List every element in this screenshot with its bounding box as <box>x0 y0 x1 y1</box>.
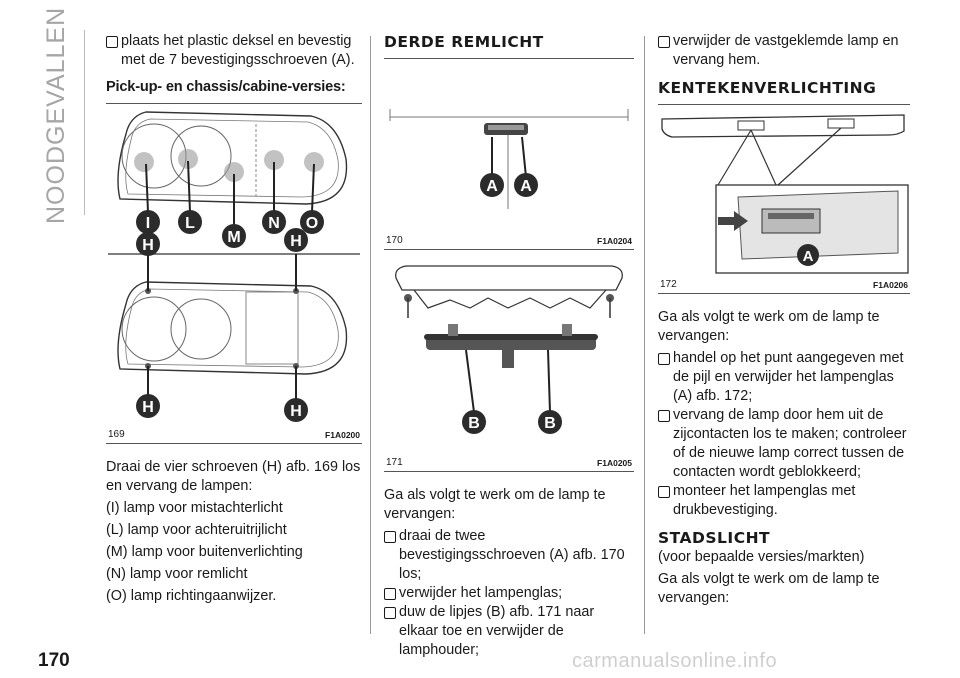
callout-A: A <box>520 178 532 195</box>
callout-B: B <box>468 415 480 432</box>
intro-text: Ga als volgt te werk om de lamp te vervangen: <box>384 487 606 522</box>
license-light-illustration <box>658 105 910 280</box>
column-3 <box>658 32 910 608</box>
figure-169 <box>106 103 362 444</box>
subheading-pickup: Pick-up- en chassis/cabine-versies: <box>106 79 346 95</box>
instruction-bullet: plaats het plastic deksel en bevestig met de 7 bevestigingsschroeven (A). <box>106 32 362 70</box>
lamp-list-item: (L) lamp voor achteruitrijlicht <box>106 522 287 538</box>
callout-A: A <box>486 178 498 195</box>
column-2 <box>384 32 634 660</box>
callout-M: M <box>227 229 241 246</box>
callout-H: H <box>142 399 154 416</box>
callout-I: I <box>145 215 151 232</box>
lamp-list-item: (I) lamp voor mistachterlicht <box>106 500 283 516</box>
callout-H: H <box>290 233 302 250</box>
column-divider <box>644 36 645 634</box>
instruction-bullet: handel op het punt aangegeven met de pijl en verwijder het lampenglas (A) afb. 172; <box>658 349 910 406</box>
brake-light-holder-illustration <box>384 250 634 455</box>
rear-light-illustration <box>106 104 362 424</box>
callout-A: A <box>802 248 814 265</box>
callout-H: H <box>290 403 302 420</box>
figure-code: F1A0204 <box>597 236 632 246</box>
figure-number: 170 <box>386 235 403 246</box>
section-heading-parking-light: STADSLICHT <box>658 529 771 547</box>
lamp-list-item: (M) lamp voor buitenverlichting <box>106 544 303 560</box>
instruction-bullet: draai de twee bevestigingsschroeven (A) afb. 170 los; <box>384 527 634 584</box>
figure-code: F1A0200 <box>325 430 360 440</box>
figure-170 <box>384 58 634 250</box>
figure-code: F1A0205 <box>597 458 632 468</box>
version-note: (voor bepaalde versies/markten) <box>658 549 865 565</box>
callout-L: L <box>185 215 195 232</box>
lamp-list-item: (N) lamp voor remlicht <box>106 566 248 582</box>
figure-number: 171 <box>386 457 403 468</box>
side-divider <box>84 30 85 215</box>
intro-text: Ga als volgt te werk om de lamp te vervangen: <box>658 571 880 606</box>
figure-172 <box>658 104 910 294</box>
instruction-bullet: duw de lipjes (B) afb. 171 naar elkaar toe en verwijder de lamphouder; <box>384 603 634 660</box>
figure-number: 172 <box>660 279 677 290</box>
instruction-bullet: verwijder het lampenglas; <box>384 584 634 603</box>
section-side-title: NOODGEVALLEN <box>42 6 70 224</box>
figure-number: 169 <box>108 429 125 440</box>
figure-code: F1A0206 <box>873 280 908 290</box>
column-1 <box>106 32 362 606</box>
section-heading-third-brake-light: DERDE REMLICHT <box>384 33 544 51</box>
instruction-bullet: monteer het lampenglas met drukbevestiging. <box>658 482 910 520</box>
callout-O: O <box>305 215 319 232</box>
paragraph-screws: Draai de vier schroeven (H) afb. 169 los en vervang de lampen: <box>106 459 361 494</box>
callout-N: N <box>268 215 280 232</box>
brake-light-top-illustration <box>384 59 634 234</box>
figure-171 <box>384 250 634 472</box>
lamp-list-item: (O) lamp richtingaanwijzer. <box>106 588 277 604</box>
instruction-bullet: vervang de lamp door hem uit de zijcontacten los te maken; controleer of de nieuwe lamp correct tussen de contacten wordt geblokkeerd; <box>658 406 910 482</box>
column-divider <box>370 36 371 634</box>
intro-text: Ga als volgt te werk om de lamp te vervangen: <box>658 309 880 344</box>
page-number: 170 <box>38 650 70 671</box>
watermark: carmanualsonline.info <box>572 650 778 672</box>
section-heading-license-light: KENTEKENVERLICHTING <box>658 79 877 97</box>
instruction-bullet: verwijder de vastgeklemde lamp en vervang hem. <box>658 32 910 70</box>
callout-B: B <box>544 415 556 432</box>
callout-H: H <box>142 237 154 254</box>
